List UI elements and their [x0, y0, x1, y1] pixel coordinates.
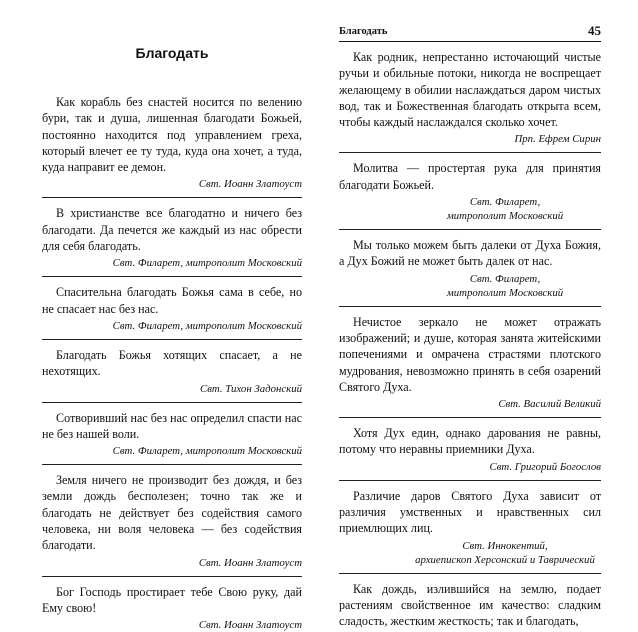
quote-text: Земля ничего не производит без дождя, и без земли дождь бесполезен; точно так же и благодать не действует без содействия самого человека, ни воля человека — без содействия благодати.	[42, 473, 302, 553]
quote-divider	[339, 152, 601, 153]
quote-divider	[339, 306, 601, 307]
quote-block	[339, 237, 601, 300]
quote-block	[339, 425, 601, 474]
quote-author: Свт. Филарет, митрополит Московский	[112, 257, 302, 270]
quote-divider	[42, 576, 302, 577]
quote-divider	[42, 276, 302, 277]
quote-text: Нечистое зеркало не может отражать изображений; и душе, которая занята житейскими попечениями и омрачена страстями плотского мудрования, невозможно принять в себя озарений Святого Духа.	[339, 314, 601, 394]
quote-author: Свт. Тихон Задонский	[200, 382, 302, 395]
quote-text: Различие даров Святого Духа зависит от различия умственных и нравственных сил приемлющих лиц.	[339, 488, 601, 536]
quote-block	[339, 49, 601, 146]
quote-text: Благодать Божья хотящих спасает, а не нехотящих.	[42, 347, 302, 379]
running-head	[339, 23, 601, 44]
quote-block	[339, 488, 601, 567]
quote-text: Как корабль без снастей носится по велению бури, так и душа, лишенная благодати Божьей, постоянно находится под управлением греха, который влечет ее ту туда, куда она хочет, а туда, куда направит ее демон.	[42, 95, 302, 175]
quote-author: Свт. Иоанн Златоуст	[198, 619, 302, 632]
quote-author-line: архиепископ Херсонский и Таврический	[415, 553, 595, 566]
quote-divider	[42, 402, 302, 403]
page-number: 45	[588, 23, 601, 38]
quote-text: Мы только можем быть далеки от Духа Божия, а Дух Божий не может быть далек от нас.	[339, 238, 601, 269]
quote-block	[339, 314, 601, 411]
quote-text: В христианстве все благодатно и ничего без благодати. Да печется же каждый из нас обрести для себя благодать.	[42, 206, 302, 254]
quote-author-line: Свт. Филарет,	[469, 196, 541, 209]
quote-block	[42, 347, 302, 396]
right-quote-list	[339, 49, 601, 630]
quote-text: Бог Господь простирает тебе Свою руку, дай Ему свою!	[42, 584, 302, 615]
quote-divider	[42, 464, 302, 465]
quote-block	[42, 284, 302, 333]
quote-text: Как родник, непрестанно источающий чистые ручьи и обильные потоки, никогда не воспрещает желающему в обилии наслаждаться даром чистых вод, так и Божественная благодать открыта всем, чтобы каждый наслаждался сколько хочет.	[339, 50, 601, 130]
quote-divider	[339, 573, 601, 574]
quote-block	[42, 584, 302, 632]
quote-block	[339, 160, 601, 223]
quote-author: Свт. Иоанн Златоуст	[198, 556, 302, 569]
quote-author-line: митрополит Московский	[446, 286, 564, 299]
quote-divider	[42, 197, 302, 198]
quote-divider	[339, 417, 601, 418]
quote-block	[42, 472, 302, 569]
quote-text: Хотя Дух един, однако дарования не равны, потому что неравны приемники Духа.	[339, 426, 601, 457]
quote-block	[42, 205, 302, 270]
quote-divider	[42, 339, 302, 340]
quote-author: Свт. Григорий Богослов	[489, 460, 601, 473]
quote-author: Свт. Филарет, митрополит Московский	[112, 319, 302, 332]
quote-block	[42, 94, 302, 191]
quote-block	[42, 410, 302, 459]
quote-author: Свт. Иоанн Златоуст	[198, 178, 302, 191]
quote-author: Свт. Василий Великий	[498, 398, 601, 411]
quote-author: Свт. Филарет, митрополит Московский	[112, 445, 302, 458]
quote-author-line: Свт. Филарет,	[469, 272, 541, 285]
left-quote-list	[42, 94, 302, 632]
quote-text: Молитва — простертая рука для принятия благодати Божьей.	[339, 161, 601, 192]
quote-author-line: Свт. Иннокентий,	[462, 539, 548, 552]
quote-block	[339, 581, 601, 630]
running-head-title: Благодать	[339, 26, 388, 37]
quote-text: Сотворивший нас без нас определил спасти нас не без нашей воли.	[42, 410, 302, 441]
quote-author: Прп. Ефрем Сирин	[514, 133, 601, 146]
chapter-title: Благодать	[135, 45, 209, 61]
quote-text: Спасительна благодать Божья сама в себе, но не спасает нас без нас.	[42, 285, 302, 316]
quote-text: Как дождь, излившийся на землю, подает растениям свойственное им качество: сладким сладость, жестким жесткость; так и благодать,	[339, 581, 601, 629]
quote-author-line: митрополит Московский	[446, 210, 564, 223]
header-rule	[339, 41, 601, 42]
quote-divider	[339, 480, 601, 481]
quote-divider	[339, 229, 601, 230]
